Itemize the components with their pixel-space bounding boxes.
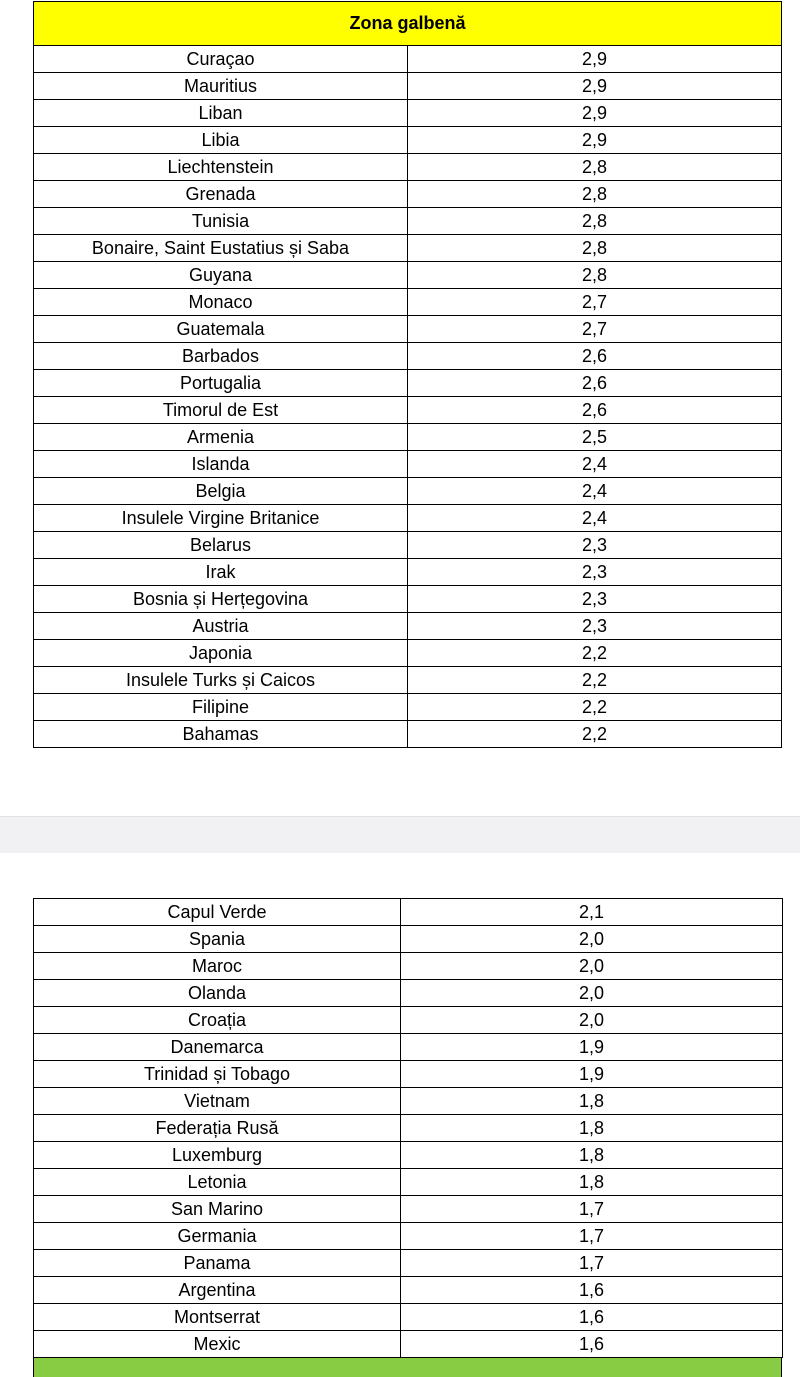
table-row xyxy=(34,1331,783,1358)
table-row xyxy=(34,73,782,100)
value-cell: 2,9 xyxy=(408,73,782,100)
table-row xyxy=(34,397,782,424)
green-zone-header-partial xyxy=(33,1357,782,1377)
value-cell: 2,7 xyxy=(408,289,782,316)
value-cell: 1,8 xyxy=(401,1169,783,1196)
value-cell: 2,3 xyxy=(408,532,782,559)
value-cell: 2,8 xyxy=(408,262,782,289)
table-row xyxy=(34,1223,783,1250)
table-row xyxy=(34,316,782,343)
page-break-gap xyxy=(0,816,800,853)
table-row xyxy=(34,100,782,127)
value-cell: 2,0 xyxy=(401,926,783,953)
country-cell: San Marino xyxy=(34,1196,401,1223)
country-cell: Mauritius xyxy=(34,73,408,100)
country-cell: Luxemburg xyxy=(34,1142,401,1169)
country-cell: Germania xyxy=(34,1223,401,1250)
table-row xyxy=(34,370,782,397)
yellow-zone-table-part1 xyxy=(33,1,782,748)
country-cell: Armenia xyxy=(34,424,408,451)
country-cell: Grenada xyxy=(34,181,408,208)
value-cell: 1,6 xyxy=(401,1304,783,1331)
country-cell: Filipine xyxy=(34,694,408,721)
table-row xyxy=(34,1304,783,1331)
table-row xyxy=(34,289,782,316)
country-cell: Croația xyxy=(34,1007,401,1034)
country-cell: Curaçao xyxy=(34,46,408,73)
table-row xyxy=(34,640,782,667)
value-cell: 1,8 xyxy=(401,1142,783,1169)
country-cell: Argentina xyxy=(34,1277,401,1304)
country-cell: Barbados xyxy=(34,343,408,370)
country-cell: Austria xyxy=(34,613,408,640)
table-row xyxy=(34,1061,783,1088)
value-cell: 2,0 xyxy=(401,1007,783,1034)
value-cell: 2,2 xyxy=(408,721,782,748)
country-cell: Monaco xyxy=(34,289,408,316)
value-cell: 2,0 xyxy=(401,953,783,980)
value-cell: 2,2 xyxy=(408,640,782,667)
table-row xyxy=(34,424,782,451)
table-row xyxy=(34,1034,783,1061)
table-row xyxy=(34,1250,783,1277)
country-cell: Letonia xyxy=(34,1169,401,1196)
value-cell: 2,3 xyxy=(408,613,782,640)
country-cell: Bosnia și Herțegovina xyxy=(34,586,408,613)
country-cell: Maroc xyxy=(34,953,401,980)
country-cell: Panama xyxy=(34,1250,401,1277)
country-cell: Capul Verde xyxy=(34,899,401,926)
country-cell: Liechtenstein xyxy=(34,154,408,181)
table-row xyxy=(34,532,782,559)
table-row xyxy=(34,1088,783,1115)
table-row xyxy=(34,1142,783,1169)
country-cell: Portugalia xyxy=(34,370,408,397)
value-cell: 1,8 xyxy=(401,1088,783,1115)
table-row xyxy=(34,899,783,926)
table-row xyxy=(34,181,782,208)
table-row xyxy=(34,926,783,953)
country-cell: Japonia xyxy=(34,640,408,667)
country-cell: Olanda xyxy=(34,980,401,1007)
table-row xyxy=(34,154,782,181)
table-row xyxy=(34,953,783,980)
value-cell: 2,2 xyxy=(408,694,782,721)
country-cell: Bonaire, Saint Eustatius și Saba xyxy=(34,235,408,262)
country-cell: Trinidad și Tobago xyxy=(34,1061,401,1088)
value-cell: 2,6 xyxy=(408,370,782,397)
country-cell: Islanda xyxy=(34,451,408,478)
value-cell: 2,8 xyxy=(408,154,782,181)
value-cell: 1,7 xyxy=(401,1196,783,1223)
country-cell: Montserrat xyxy=(34,1304,401,1331)
value-cell: 2,4 xyxy=(408,505,782,532)
table-row xyxy=(34,478,782,505)
country-cell: Danemarca xyxy=(34,1034,401,1061)
value-cell: 2,4 xyxy=(408,478,782,505)
table-row xyxy=(34,586,782,613)
country-cell: Irak xyxy=(34,559,408,586)
country-cell: Vietnam xyxy=(34,1088,401,1115)
yellow-zone-table-part2 xyxy=(33,898,783,1358)
country-cell: Guyana xyxy=(34,262,408,289)
value-cell: 1,9 xyxy=(401,1034,783,1061)
value-cell: 1,6 xyxy=(401,1277,783,1304)
value-cell: 2,0 xyxy=(401,980,783,1007)
value-cell: 1,9 xyxy=(401,1061,783,1088)
table-row xyxy=(34,613,782,640)
country-cell: Timorul de Est xyxy=(34,397,408,424)
value-cell: 2,8 xyxy=(408,208,782,235)
country-cell: Mexic xyxy=(34,1331,401,1358)
table-row xyxy=(34,262,782,289)
value-cell: 2,6 xyxy=(408,397,782,424)
value-cell: 2,3 xyxy=(408,586,782,613)
country-cell: Liban xyxy=(34,100,408,127)
table-row xyxy=(34,1169,783,1196)
table-row xyxy=(34,1277,783,1304)
country-cell: Federația Rusă xyxy=(34,1115,401,1142)
country-cell: Guatemala xyxy=(34,316,408,343)
country-cell: Tunisia xyxy=(34,208,408,235)
country-cell: Belarus xyxy=(34,532,408,559)
table-row xyxy=(34,694,782,721)
value-cell: 2,9 xyxy=(408,46,782,73)
value-cell: 1,6 xyxy=(401,1331,783,1358)
table-row xyxy=(34,451,782,478)
value-cell: 2,1 xyxy=(401,899,783,926)
country-cell: Insulele Virgine Britanice xyxy=(34,505,408,532)
country-cell: Insulele Turks și Caicos xyxy=(34,667,408,694)
table-row xyxy=(34,505,782,532)
zone-title: Zona galbenă xyxy=(34,2,782,46)
country-cell: Bahamas xyxy=(34,721,408,748)
table-row xyxy=(34,127,782,154)
value-cell: 2,5 xyxy=(408,424,782,451)
value-cell: 2,6 xyxy=(408,343,782,370)
table-row xyxy=(34,1196,783,1223)
table-row xyxy=(34,343,782,370)
value-cell: 2,3 xyxy=(408,559,782,586)
zone-header-row xyxy=(34,2,782,46)
table-row xyxy=(34,721,782,748)
table-row xyxy=(34,46,782,73)
table-row xyxy=(34,1007,783,1034)
table-row xyxy=(34,235,782,262)
value-cell: 2,9 xyxy=(408,127,782,154)
value-cell: 1,7 xyxy=(401,1223,783,1250)
table-row xyxy=(34,559,782,586)
value-cell: 2,4 xyxy=(408,451,782,478)
country-cell: Libia xyxy=(34,127,408,154)
value-cell: 2,2 xyxy=(408,667,782,694)
value-cell: 1,8 xyxy=(401,1115,783,1142)
value-cell: 2,9 xyxy=(408,100,782,127)
table-row xyxy=(34,208,782,235)
value-cell: 2,8 xyxy=(408,181,782,208)
table-row xyxy=(34,667,782,694)
value-cell: 1,7 xyxy=(401,1250,783,1277)
table-row xyxy=(34,1115,783,1142)
value-cell: 2,8 xyxy=(408,235,782,262)
value-cell: 2,7 xyxy=(408,316,782,343)
table-row xyxy=(34,980,783,1007)
country-cell: Spania xyxy=(34,926,401,953)
country-cell: Belgia xyxy=(34,478,408,505)
